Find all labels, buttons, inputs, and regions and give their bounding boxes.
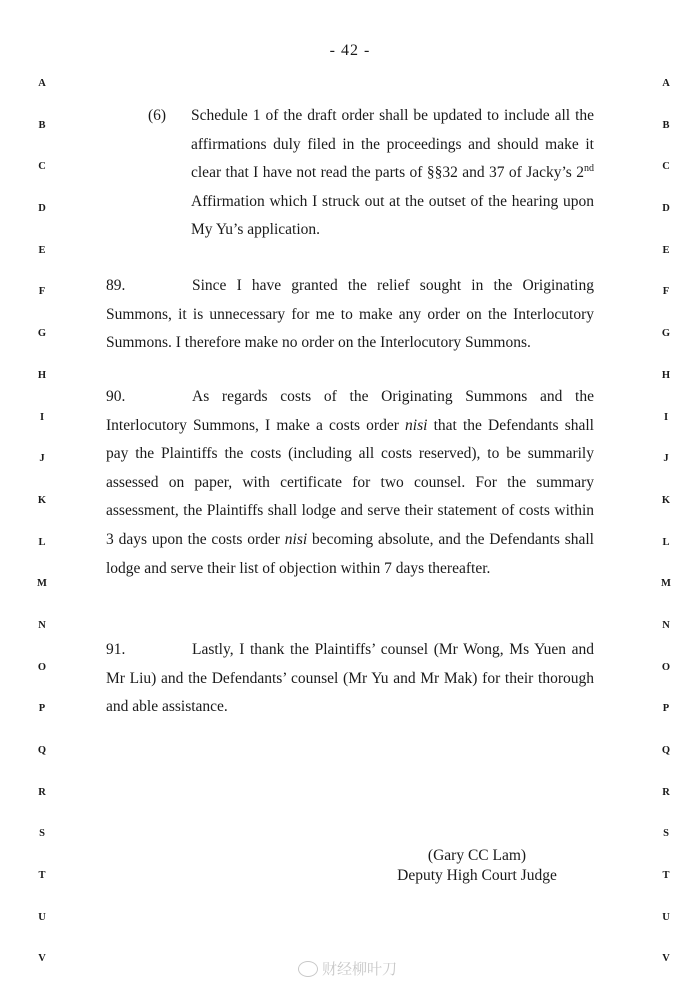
signature-block bbox=[392, 846, 562, 886]
margin-letter: T bbox=[38, 870, 46, 882]
sub-paragraph-number: (6) bbox=[148, 107, 167, 124]
margin-letter: L bbox=[38, 536, 46, 548]
margin-letter: V bbox=[662, 953, 670, 965]
margin-letter: N bbox=[38, 619, 46, 631]
margin-letter: O bbox=[37, 661, 47, 673]
margin-letter: R bbox=[38, 786, 46, 798]
margin-letter: V bbox=[38, 953, 46, 965]
margin-letter: F bbox=[662, 286, 670, 298]
paragraph-number: 90. bbox=[106, 388, 126, 405]
margin-letter: G bbox=[661, 328, 671, 340]
paragraph-text: Since I have granted the relief sought in the Originating Summons, it is unnecessary for me to make any order on the Interlocutory Summons. I therefore make no order on the Interlocutory Summons. bbox=[106, 277, 594, 352]
paragraph-number: 91. bbox=[106, 641, 126, 658]
margin-letter: H bbox=[37, 369, 47, 381]
watermark bbox=[298, 958, 397, 979]
margin-letter: N bbox=[662, 619, 670, 631]
margin-letter: P bbox=[38, 703, 46, 715]
margin-letter: D bbox=[38, 203, 46, 215]
sub-paragraph-text: Schedule 1 of the draft order shall be updated to include all the affirmations duly filed in the proceedings and should make it clear that I have not read the parts of §§32 and 37 of Jacky’s 2nd Affirmation which I struck out at the outset of the hearing upon My Yu’s application. bbox=[191, 107, 594, 239]
margin-letter: E bbox=[38, 244, 46, 256]
paragraph-91 bbox=[106, 636, 594, 722]
margin-letter: C bbox=[662, 161, 670, 173]
paragraph-text: Lastly, I thank the Plaintiffs’ counsel (Mr Wong, Ms Yuen and Mr Liu) and the Defendants’ counsel (Mr Yu and Mr Mak) for their thorough and able assistance. bbox=[106, 641, 594, 716]
margin-letter: S bbox=[39, 828, 45, 840]
margin-letter: L bbox=[662, 536, 670, 548]
margin-letter: Q bbox=[661, 745, 671, 756]
margin-letter: K bbox=[37, 494, 47, 506]
margin-letter: D bbox=[662, 203, 670, 215]
margin-letter: B bbox=[662, 119, 670, 131]
margin-letter: B bbox=[38, 119, 46, 131]
judge-title: Deputy High Court Judge bbox=[397, 867, 557, 884]
margin-letter: U bbox=[38, 911, 46, 923]
margin-letter: R bbox=[662, 786, 670, 798]
margin-letter: P bbox=[662, 703, 670, 715]
margin-letter: I bbox=[663, 411, 669, 423]
margin-letter: M bbox=[37, 578, 47, 590]
left-margin-letters bbox=[32, 78, 52, 995]
judge-name: (Gary CC Lam) bbox=[427, 847, 527, 864]
page-number: - 42 - bbox=[329, 42, 371, 59]
margin-letter: I bbox=[39, 411, 45, 423]
margin-letter: H bbox=[661, 369, 671, 381]
margin-letter: E bbox=[662, 244, 670, 256]
margin-letter: A bbox=[662, 78, 670, 89]
paragraph-89 bbox=[106, 272, 594, 358]
paragraph-number: 89. bbox=[106, 277, 126, 294]
margin-letter: U bbox=[662, 911, 670, 923]
margin-letter: G bbox=[37, 328, 47, 340]
sub-paragraph-6 bbox=[148, 102, 594, 245]
margin-letter: F bbox=[38, 286, 46, 298]
margin-letter: M bbox=[661, 578, 671, 590]
margin-letter: Q bbox=[37, 745, 47, 756]
margin-letter: J bbox=[663, 453, 669, 465]
margin-letter: C bbox=[38, 161, 46, 173]
margin-letter: S bbox=[663, 828, 669, 840]
margin-letter: A bbox=[38, 78, 46, 89]
margin-letter: K bbox=[661, 494, 671, 506]
watermark-text: 财经柳叶刀 bbox=[322, 960, 398, 978]
right-margin-letters bbox=[656, 78, 676, 995]
margin-letter: T bbox=[662, 870, 670, 882]
weibo-logo-icon bbox=[298, 961, 318, 977]
margin-letter: O bbox=[661, 661, 671, 673]
paragraph-90: 90. As regards costs of the Originating Summons and the Interlocutory Summons, I make a costs order nisi that the Defendants shall pay the Plaintiffs the costs (including all costs reserved), to be summarily assessed on paper, with certificate for two counsel. For the summary assessment, the Plaintiffs shall lodge and serve their statement of costs within 3 days upon the costs order nisi becoming absolute, and the Defendants shall lodge and serve their list of objection within 7 days thereafter. bbox=[106, 383, 594, 583]
margin-letter: J bbox=[39, 453, 45, 465]
